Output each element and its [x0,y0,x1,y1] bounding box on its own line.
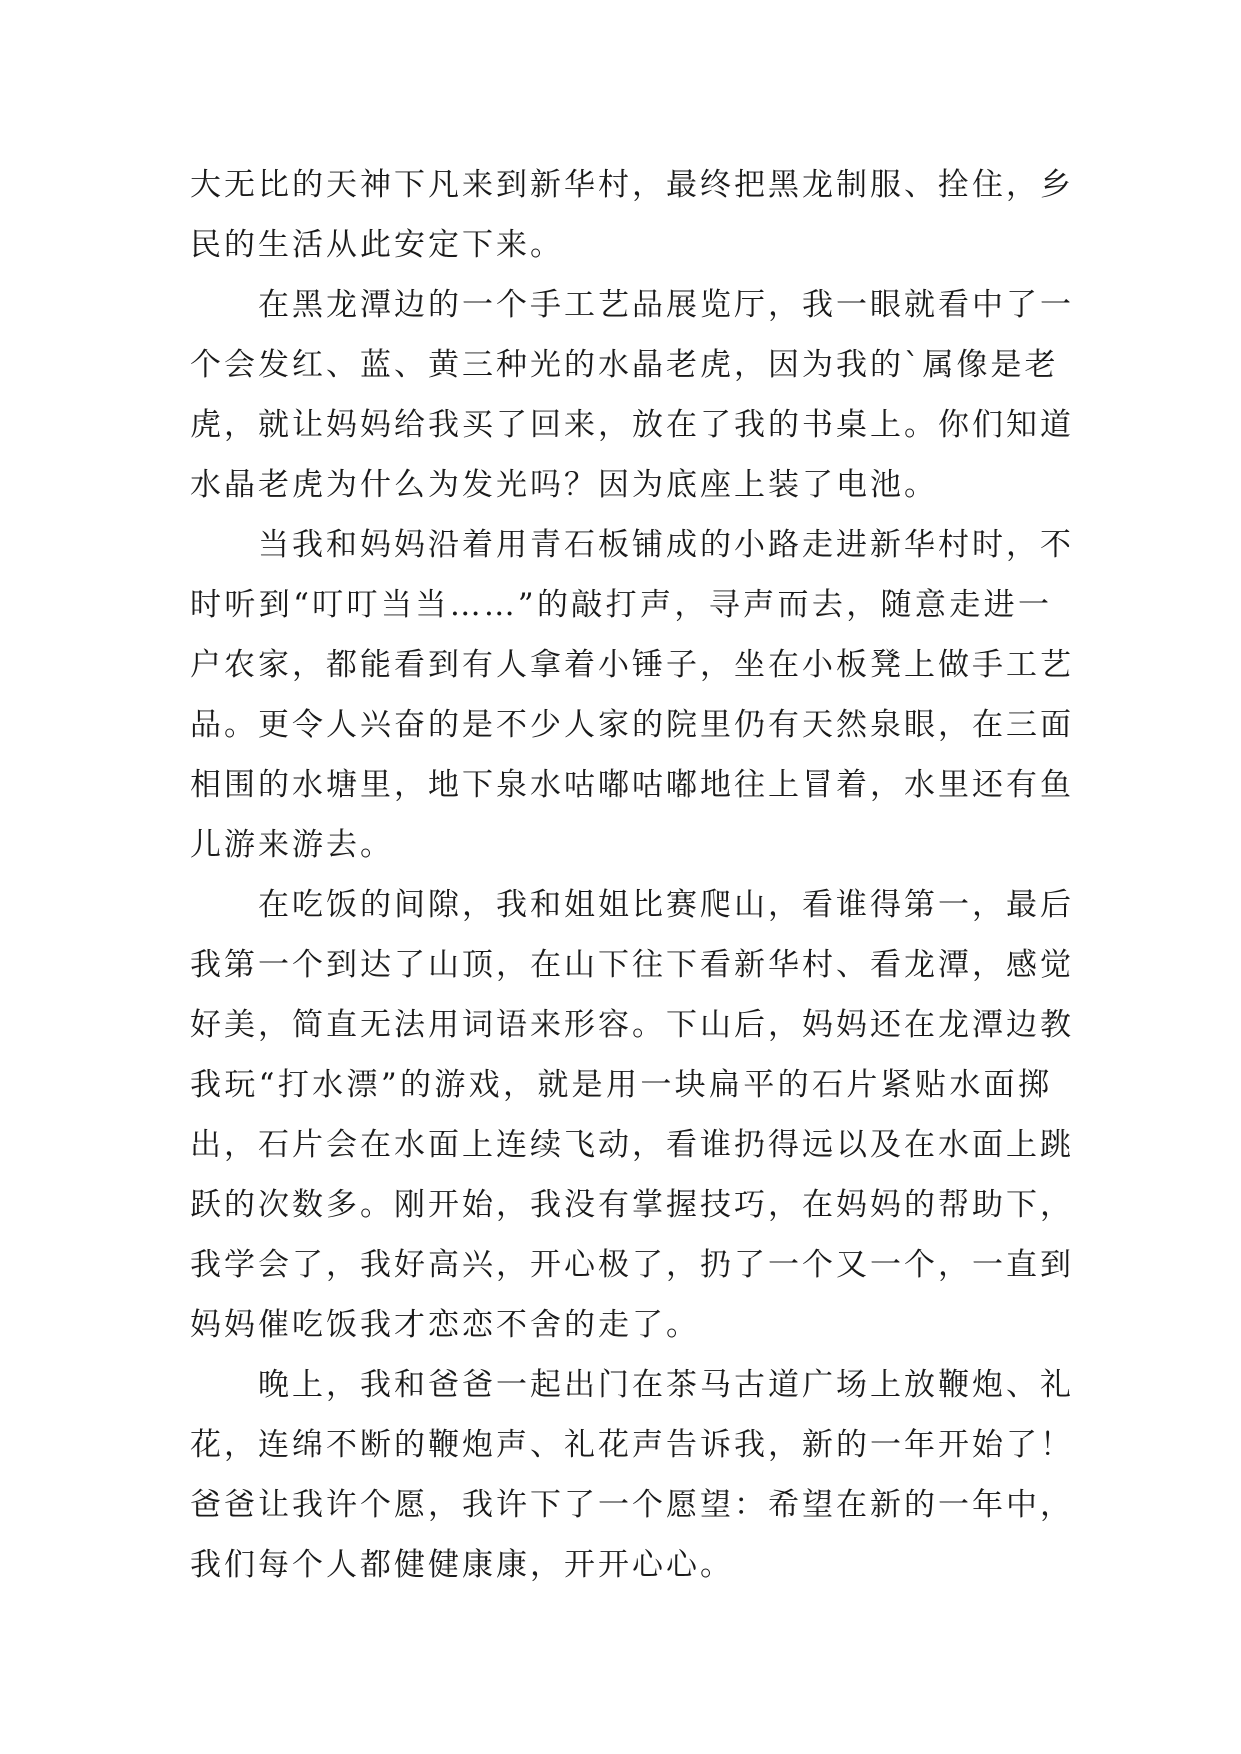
text-line: 在黑龙潭边的一个手工艺品展览厅，我一眼就看中了一 [190,287,1074,323]
text-line: 在吃饭的间隙，我和姐姐比赛爬山，看谁得第一，最后 [190,887,1074,923]
text-line: 大无比的天神下凡来到新华村，最终把黑龙制服、拴住，乡 [190,167,1074,203]
text-line: 水晶老虎为什么为发光吗？因为底座上装了电池。 [190,467,938,503]
text-line: 我玩“打水漂”的游戏，就是用一块扁平的石片紧贴水面掷 [190,1067,1052,1103]
paragraph [190,1355,1074,1595]
text-line: 个会发红、蓝、黄三种光的水晶老虎，因为我的`属像是老 [190,347,1059,383]
text-line: 当我和妈妈沿着用青石板铺成的小路走进新华村时，不 [190,527,1074,563]
text-line: 相围的水塘里，地下泉水咕嘟咕嘟地往上冒着，水里还有鱼 [190,767,1074,803]
document-page [190,155,1074,1595]
text-line: 我们每个人都健健康康，开开心心。 [190,1547,734,1583]
text-line: 虎，就让妈妈给我买了回来，放在了我的书桌上。你们知道 [190,407,1074,443]
text-line: 我第一个到达了山顶，在山下往下看新华村、看龙潭，感觉 [190,947,1074,983]
text-line: 儿游来游去。 [190,827,394,863]
paragraph [190,875,1074,1355]
text-line: 户农家，都能看到有人拿着小锤子，坐在小板凳上做手工艺 [190,647,1074,683]
paragraph [190,155,1074,275]
text-line: 好美，简直无法用词语来形容。下山后，妈妈还在龙潭边教 [190,1007,1074,1043]
paragraph [190,275,1074,515]
text-line: 爸爸让我许个愿，我许下了一个愿望：希望在新的一年中， [190,1487,1074,1523]
text-line: 出，石片会在水面上连续飞动，看谁扔得远以及在水面上跳 [190,1127,1074,1163]
text-line: 民的生活从此安定下来。 [190,227,564,263]
text-line: 品。更令人兴奋的是不少人家的院里仍有天然泉眼，在三面 [190,707,1074,743]
text-line: 时听到“叮叮当当……”的敲打声，寻声而去，随意走进一 [190,587,1052,623]
text-line: 妈妈催吃饭我才恋恋不舍的走了。 [190,1307,700,1343]
text-line: 我学会了，我好高兴，开心极了，扔了一个又一个，一直到 [190,1247,1074,1283]
text-line: 晚上，我和爸爸一起出门在茶马古道广场上放鞭炮、礼 [190,1367,1074,1403]
paragraph [190,515,1074,875]
text-line: 跃的次数多。刚开始，我没有掌握技巧，在妈妈的帮助下， [190,1187,1074,1223]
text-line: 花，连绵不断的鞭炮声、礼花声告诉我，新的一年开始了！ [190,1427,1074,1463]
